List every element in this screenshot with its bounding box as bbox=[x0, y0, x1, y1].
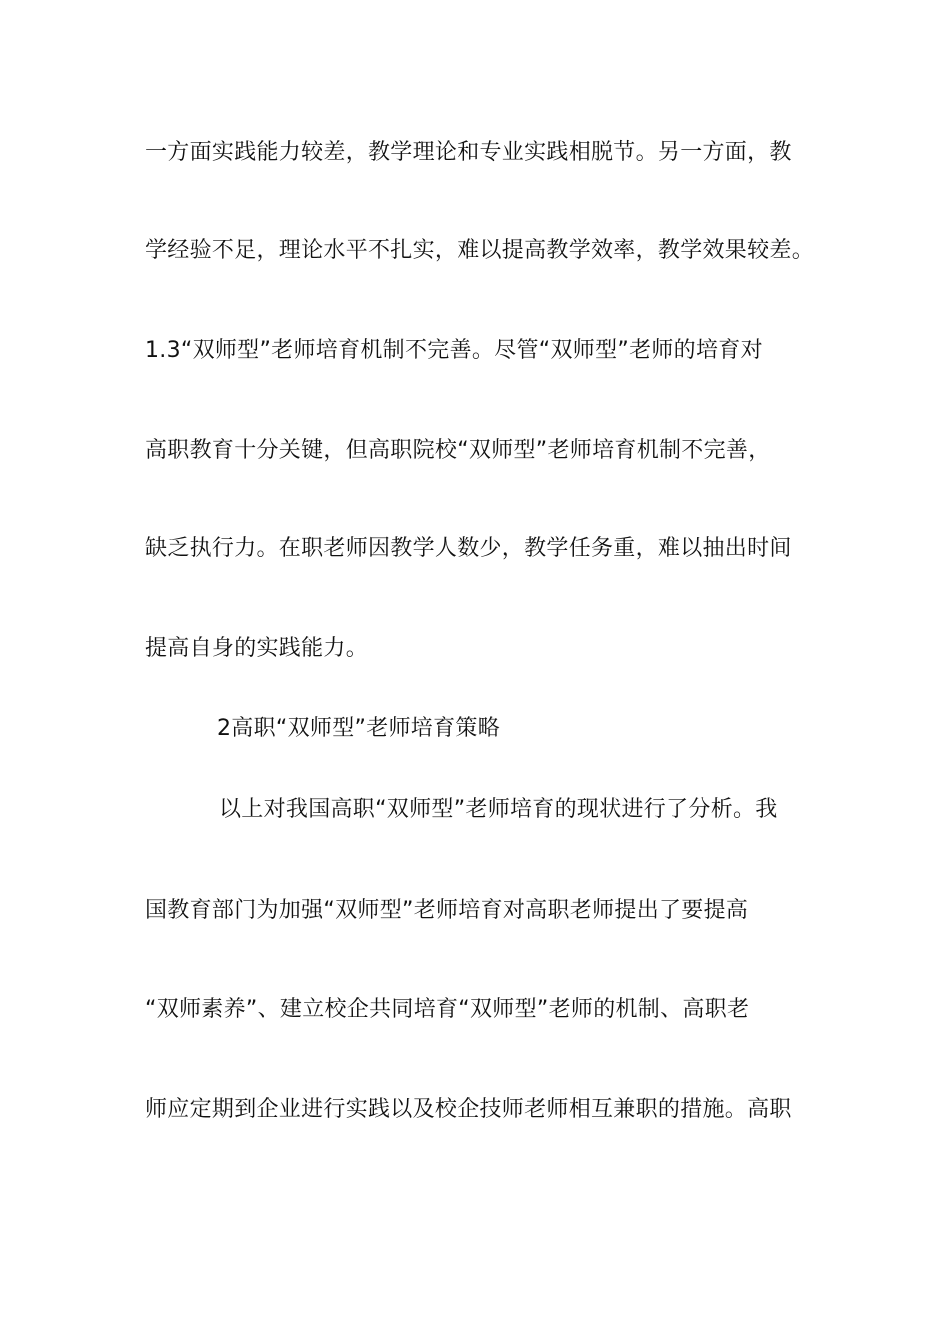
paragraph2-line-4: 师应定期到企业进行实践以及校企技师老师相互兼职的措施。高职 bbox=[145, 1097, 792, 1122]
paragraph-line-4: 高职教育十分关键，但高职院校“双师型”老师培育机制不完善， bbox=[145, 438, 771, 463]
section-heading: 2高职“双师型”老师培育策略 bbox=[217, 716, 500, 741]
paragraph2-line-3: “双师素养”、建立校企共同培育“双师型”老师的机制、高职老 bbox=[145, 997, 750, 1022]
paragraph-line-1: 一方面实践能力较差，教学理论和专业实践相脱节。另一方面，教 bbox=[145, 140, 792, 165]
paragraph-line-6: 提高自身的实践能力。 bbox=[145, 636, 369, 661]
paragraph2-line-2: 国教育部门为加强“双师型”老师培育对高职老师提出了要提高 bbox=[145, 898, 749, 923]
paragraph-line-3: 1.3“双师型”老师培育机制不完善。尽管“双师型”老师的培育对 bbox=[145, 338, 763, 363]
paragraph-line-5: 缺乏执行力。在职老师因教学人数少，教学任务重，难以抽出时间 bbox=[145, 536, 792, 561]
paragraph-line-2: 学经验不足，理论水平不扎实，难以提高教学效率，教学效果较差。 bbox=[145, 238, 815, 263]
paragraph2-line-1: 以上对我国高职“双师型”老师培育的现状进行了分析。我 bbox=[219, 797, 778, 822]
